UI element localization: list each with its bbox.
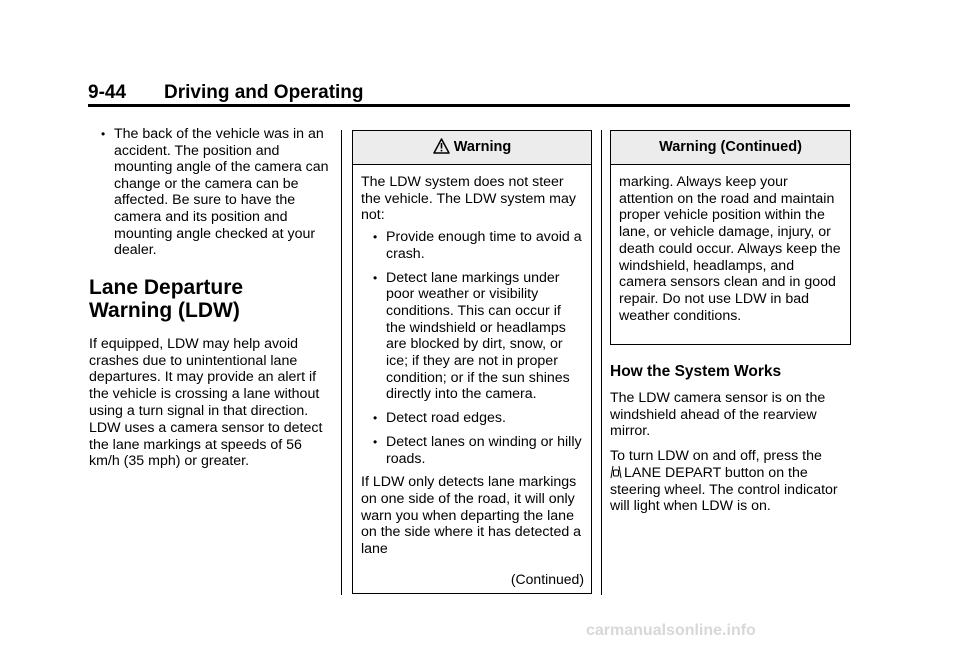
bullet-text: Detect lanes on winding or hilly roads. xyxy=(386,433,582,467)
warning-box xyxy=(352,130,592,594)
ldw-description: If equipped, LDW may help avoid crashes due to unintentional lane departures. It may provide an alert if the vehicle is crossing a lane without using a turn signal in that direction. LDW uses a camera sensor to detect the lane markings at speeds of 56 km/h (35 mph) or greater. xyxy=(89,335,323,470)
continued-label: (Continued) xyxy=(510,571,584,587)
bullet-text: Provide enough time to avoid a crash. xyxy=(386,229,582,262)
warning-triangle-icon xyxy=(433,134,450,167)
warning-title: Warning xyxy=(453,139,512,155)
bullet-icon: • xyxy=(373,411,378,426)
list-item xyxy=(361,270,584,404)
page-header xyxy=(88,82,364,104)
warning-body xyxy=(353,165,591,558)
bullet-text: The back of the vehicle was in an accident. The position and mounting angle of the camera can change or the camera can be affected. Be sure to have the camera and its position and mounting angle checked at your dealer. xyxy=(114,126,329,259)
list-item xyxy=(361,229,584,262)
subsection-heading: How the System Works xyxy=(610,363,782,380)
heading-line-1: Lane Departure xyxy=(89,275,244,299)
bullet-text: Detect lane markings under poor weather or visibility conditions. This can occur if the windshield or headlamps are blocked by dirt, snow, or ice; if they are not in proper condition; or if the sun shines directly into the camera. xyxy=(386,269,570,403)
bullet-icon: • xyxy=(373,230,378,245)
header-rule xyxy=(88,104,850,107)
warning-intro: The LDW system does not steer the vehicle. The LDW system may not: xyxy=(361,174,576,224)
warning-continued-box xyxy=(610,130,851,345)
warning-body: marking. Always keep your attention on the road and maintain proper vehicle position within the lane, or vehicle damage, injury, or death could occur. Always keep the windshield, headlamps, and camera sensors clean and in good repair. Do not use LDW in bad weather conditions. xyxy=(619,174,841,324)
section-title: Driving and Operating xyxy=(164,82,364,103)
page-number: 9-44 xyxy=(88,82,127,103)
bullet-icon: • xyxy=(101,127,106,141)
heading-line-2: Warning (LDW) xyxy=(89,298,240,322)
how-it-works-section xyxy=(610,362,852,523)
section-heading xyxy=(89,276,333,322)
bullet-text: Detect road edges. xyxy=(386,410,506,427)
bullet-icon: • xyxy=(373,434,378,449)
list-item xyxy=(361,410,584,427)
list-item xyxy=(361,434,584,467)
watermark: carmanualsonline.info xyxy=(586,622,756,639)
bullet-icon: • xyxy=(373,270,378,285)
warning-header: Warning (Continued) xyxy=(611,131,850,165)
button-instruction xyxy=(610,448,852,515)
instruction-rest: LANE DEPART button on the steering wheel. The control indicator will light when LDW is on. xyxy=(610,464,838,515)
warning-outro: If LDW only detects lane markings on one side of the road, it will only warn you when departing the lane on the side where it has detected a lane xyxy=(361,474,582,558)
list-item xyxy=(89,126,333,259)
column-divider-1 xyxy=(341,130,342,595)
column-1 xyxy=(89,126,333,470)
instruction-prefix: To turn LDW on and off, press the xyxy=(610,448,822,465)
warning-header xyxy=(353,131,591,165)
column-divider-2 xyxy=(601,130,602,595)
lane-depart-icon xyxy=(610,465,622,479)
camera-location-text: The LDW camera sensor is on the windshield ahead of the rearview mirror. xyxy=(610,390,826,440)
